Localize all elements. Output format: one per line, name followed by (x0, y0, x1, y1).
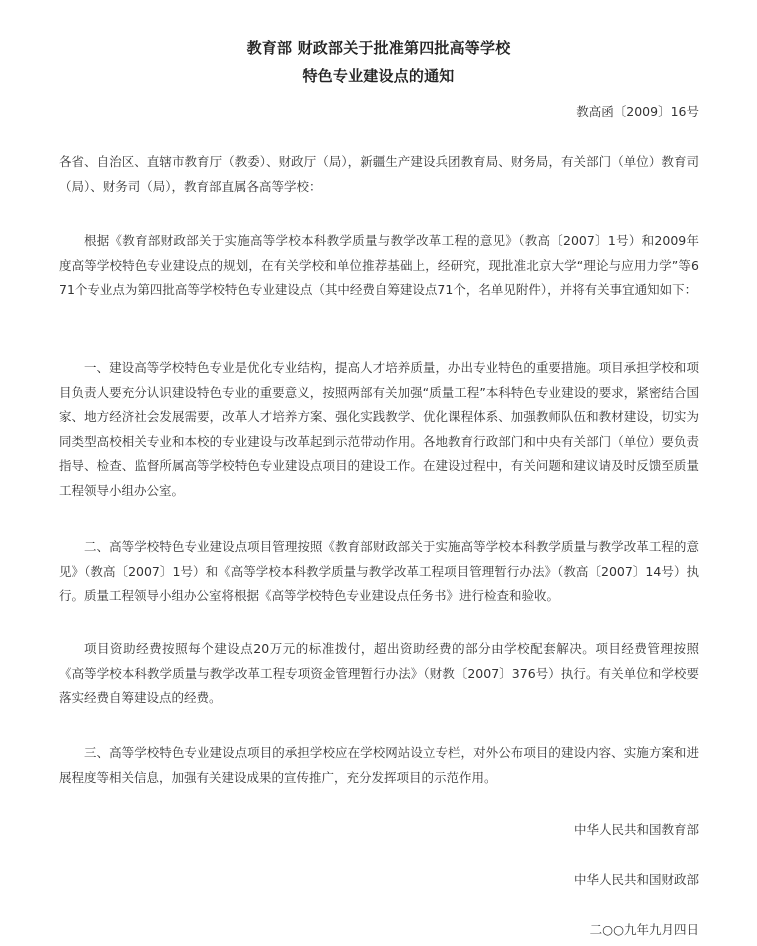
item-one-paragraph: 一、建设高等学校特色专业是优化专业结构，提高人才培养质量，办出专业特色的重要措施。项目承担学校和项目负责人要充分认识建设特色专业的重要意义，按照两部有关加强“质量工程”本科特色专业建设的要求，紧密结合国家、地方经济社会发展需要，改革人才培养方案、强化实践教学、优化课程体系、加强教师队伍和教材建设，切实为同类型高校相关专业和本校的专业建设与改革起到示范带动作用。各地教育行政部门和中央有关部门（单位）要负责指导、检查、监督所属高等学校特色专业建设点项目的建设工作。在建设过程中，有关问题和建议请及时反馈至质量工程领导小组办公室。 (59, 360, 699, 498)
signature-ministry-finance: 中华人民共和国财政部 (573, 872, 699, 887)
document-number: 教高函〔2009〕16号 (576, 104, 699, 119)
funding-paragraph: 项目资助经费按照每个建设点20万元的标准拨付，超出资助经费的部分由学校配套解决。项目经费管理按照《高等学校本科教学质量与教学改革工程专项资金管理暂行办法》（财教〔2007〕376号）执行。有关单位和学校要落实经费自筹建设点的经费。 (59, 641, 699, 705)
item-two-paragraph: 二、高等学校特色专业建设点项目管理按照《教育部财政部关于实施高等学校本科教学质量与教学改革工程的意见》（教高〔2007〕1号）和《高等学校本科教学质量与教学改革工程项目管理暂行办法》（教高〔2007〕14号）执行。质量工程领导小组办公室将根据《高等学校特色专业建设点任务书》进行检查和验收。 (59, 539, 699, 603)
document-title-line-2: 特色专业建设点的通知 (302, 67, 455, 85)
intro-paragraph: 根据《教育部财政部关于实施高等学校本科教学质量与教学改革工程的意见》（教高〔2007〕1号）和2009年度高等学校特色专业建设点的规划，在有关学校和单位推荐基础上，经研究，现批准北京大学“理论与应用力学”等671个专业点为第四批高等学校特色专业建设点（其中经费自筹建设点71个，名单见附件），并将有关事宜通知如下： (59, 233, 699, 297)
addressee-paragraph: 各省、自治区、直辖市教育厅（教委）、财政厅（局），新疆生产建设兵团教育局、财务局，有关部门（单位）教育司（局）、财务司（局），教育部直属各高等学校： (59, 154, 699, 194)
document-title-line-1: 教育部 财政部关于批准第四批高等学校 (246, 39, 511, 57)
signature-ministry-education: 中华人民共和国教育部 (573, 822, 699, 837)
signature-date: 二○○九年九月四日 (589, 922, 699, 937)
item-three-paragraph: 三、高等学校特色专业建设点项目的承担学校应在学校网站设立专栏，对外公布项目的建设内容、实施方案和进展程度等相关信息，加强有关建设成果的宣传推广，充分发挥项目的示范作用。 (59, 745, 699, 785)
